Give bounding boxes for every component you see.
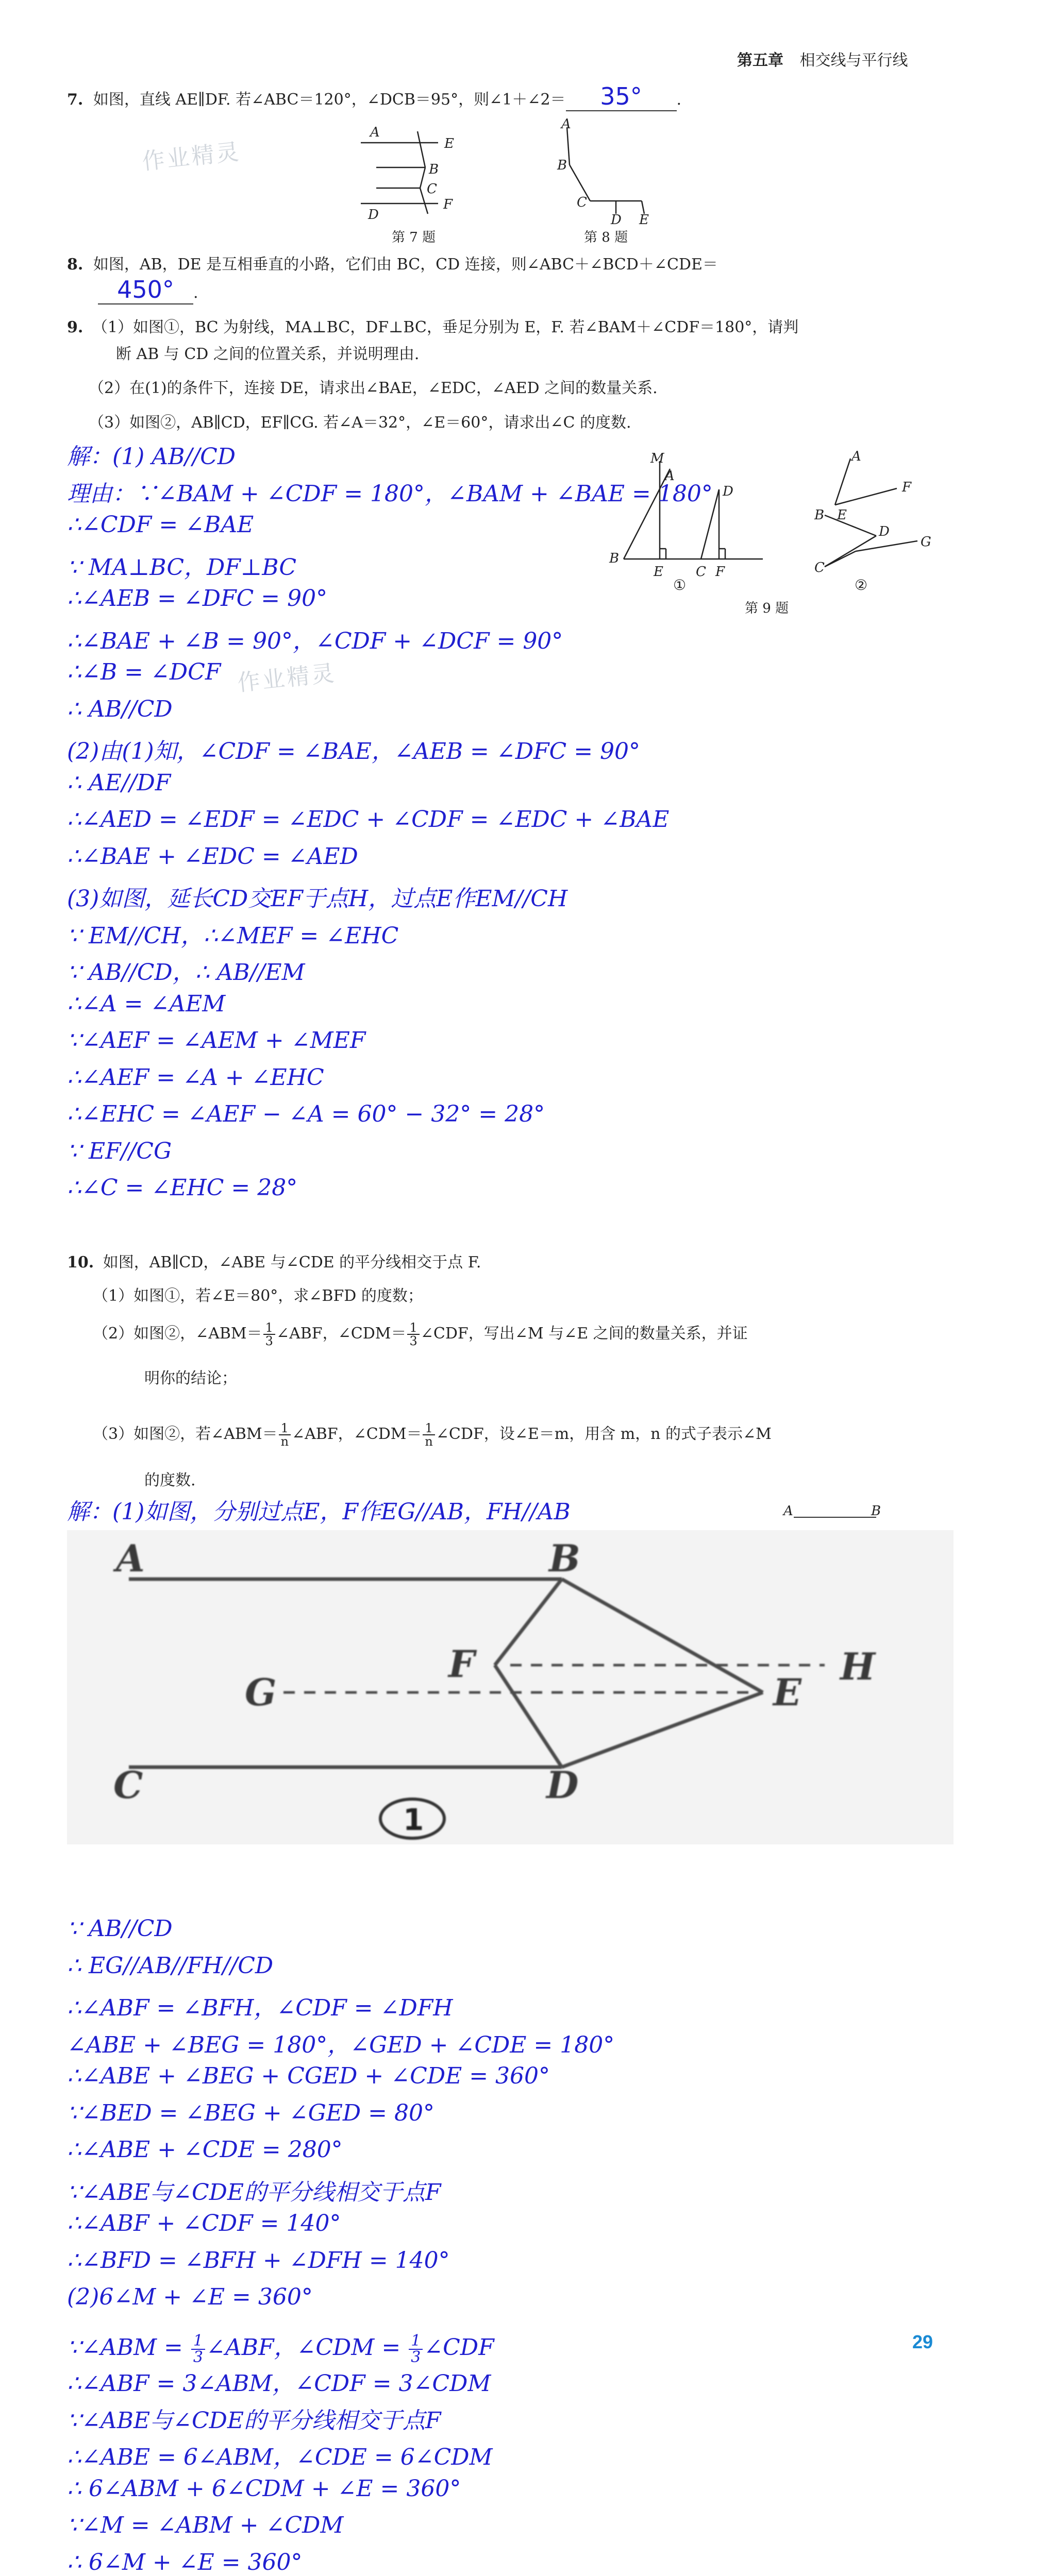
figure-10-photo (67, 1530, 954, 1844)
fig9-label-f: F (715, 564, 725, 580)
fig7-caption: 第 7 题 (392, 230, 436, 245)
solution-9-line: ∵ EF//CG (67, 1138, 172, 1164)
question-number: 7. (67, 91, 83, 109)
solution-9-line: ∴∠CDF = ∠BAE (67, 512, 254, 538)
solution-9-line: ∴∠BAE + ∠EDC = ∠AED (67, 843, 358, 870)
fig10-label-b: B (549, 1536, 580, 1580)
question-10-part2-line2: 明你的结论； (144, 1369, 237, 1387)
fig9-2-label-d: D (879, 524, 890, 539)
fig7-label-d: D (368, 207, 379, 223)
solution-10-line: ∵∠BED = ∠BEG + ∠GED = 80° (67, 2099, 434, 2126)
fig8-caption: 第 8 题 (584, 230, 628, 245)
solution-9-line: 理由：∵∠BAM + ∠CDF = 180°，∠BAM + ∠BAE = 180° (67, 480, 713, 507)
solution-10b-line: ∴∠ABE = 6∠ABM，∠CDE = 6∠CDM (67, 2444, 493, 2470)
solution-9-line: ∴ AE//DF (67, 769, 171, 796)
solution-9-line: ∴ AB//CD (67, 696, 173, 722)
small-label-b: B (871, 1503, 881, 1519)
solution-10-head: 解：(1)如图，分别过点E，F作EG//AB，FH//AB (67, 1499, 571, 1525)
question-text: 如图，AB，DE 是互相垂直的小路，它们由 BC，CD 连接，则∠ABC＋∠BCD＋∠CDE＝ (93, 256, 718, 274)
solution-9-line: ∵ AB//CD，∴ AB//EM (67, 959, 305, 986)
solution-9-line: ∴∠BAE + ∠B = 90°，∠CDF + ∠DCF = 90° (67, 628, 563, 654)
solution-9-line: ∴∠AEF = ∠A + ∠EHC (67, 1064, 324, 1091)
fig8-label-a: A (561, 116, 571, 132)
solution-10-line: ∵ AB//CD (67, 1916, 173, 1942)
fig9-label-a: A (665, 468, 675, 484)
figure-8 (554, 116, 673, 227)
solution-10-line: ∴∠BFD = ∠BFH + ∠DFH = 140° (67, 2247, 450, 2274)
solution-10b-line: ∵∠ABE与∠CDE的平分线相交于点F (67, 2407, 441, 2434)
fig9-label-c: C (696, 564, 706, 580)
fig7-label-c: C (427, 181, 437, 197)
figure-9 (608, 448, 959, 618)
fig10-label-d: D (546, 1763, 579, 1807)
question-9-part1a: 9. （1）如图①，BC 为射线，MA⊥BC，DF⊥BC，垂足分别为 E，F. 若∠BAM＋∠CDF＝180°，请判 (67, 318, 799, 336)
solution-9-line: (2)由(1)知，∠CDF = ∠BAE，∠AEB = ∠DFC = 90° (67, 738, 641, 765)
page-number: 29 (912, 2331, 933, 2352)
solution-9-line: ∵ MA⊥BC，DF⊥BC (67, 554, 297, 581)
fig8-label-b: B (557, 158, 567, 173)
question-text: 如图，直线 AE∥DF. 若∠ABC＝120°，∠DCB＝95°，则∠1＋∠2＝ (93, 91, 566, 109)
solution-10-line: ∴∠ABF + ∠CDF = 140° (67, 2210, 341, 2236)
question-10: 10. 如图，AB∥CD，∠ABE 与∠CDE 的平分线相交于点 F. (67, 1253, 481, 1272)
solution-9-line: ∴∠B = ∠DCF (67, 659, 221, 685)
solution-9-line: ∴∠EHC = ∠AEF − ∠A = 60° − 32° = 28° (67, 1101, 545, 1127)
solution-10b-line: ∴∠ABF = 3∠ABM，∠CDF = 3∠CDM (67, 2370, 491, 2397)
fig9-label-m: M (650, 451, 664, 466)
fig10-label-f: F (448, 1642, 475, 1686)
solution-10b-line: ∵∠M = ∠ABM + ∠CDM (67, 2512, 344, 2538)
solution-10-line: ∵∠ABE与∠CDE的平分线相交于点F (67, 2179, 441, 2206)
solution-9-line: ∴∠AED = ∠EDF = ∠EDC + ∠CDF = ∠EDC + ∠BAE (67, 806, 670, 833)
figure-7 (361, 116, 479, 227)
solution-10-line: ∠ABE + ∠BEG = 180°，∠GED + ∠CDE = 180° (67, 2031, 615, 2058)
fig9-caption: 第 9 题 (745, 601, 789, 616)
solution-10-fraction-line: ∵∠ABM = $\frac{1}{3}$ ∠ABF，∠CDM = $\frac{1}{3}$ ∠CDF (67, 2331, 494, 2366)
solution-10-line: ∴∠ABE + ∠BEG + CGED + ∠CDE = 360° (67, 2063, 550, 2089)
watermark-2: 作业精灵 (236, 660, 338, 697)
small-label-a: A (783, 1503, 793, 1519)
fig7-label-a: A (370, 125, 380, 140)
question-10-part3: （3）如图②，若∠ABM＝ $\frac{1}{n}$ ∠ABF，∠CDM＝ $\frac{1}{n}$ ∠CDF，设∠E＝m，用含 m，n 的式子表示∠M (93, 1421, 772, 1449)
fig7-label-f: F (443, 197, 453, 212)
fig10-label-h: H (840, 1645, 876, 1688)
solution-9-line: ∴∠C = ∠EHC = 28° (67, 1175, 298, 1201)
fig9-2-label-f: F (902, 480, 912, 495)
section-label: 相交线与平行线 (799, 52, 908, 70)
fig8-label-d: D (611, 212, 622, 227)
fig10-label-g: G (245, 1670, 277, 1714)
question-10-part3-line2: 的度数. (144, 1471, 196, 1489)
fig9-2-label-g: G (921, 534, 931, 550)
answer: 35° (600, 82, 642, 110)
figure-10-small (778, 1497, 897, 1528)
fig9-label-e: E (654, 564, 663, 580)
fig9-2-label-c: C (814, 560, 825, 575)
question-9-part2: （2）在(1)的条件下，连接 DE，请求出∠BAE，∠EDC，∠AED 之间的数量关系. (89, 379, 658, 397)
fig9-label-b: B (609, 551, 620, 566)
solution-9-line: ∵ EM//CH，∴∠MEF = ∠EHC (67, 922, 399, 949)
fig10-circle-label: 1 (403, 1802, 424, 1837)
solution-10-line: (2)6∠M + ∠E = 360° (67, 2284, 313, 2310)
fig7-label-e: E (444, 136, 454, 151)
solution-10-line: ∴ EG//AB//FH//CD (67, 1952, 274, 1979)
fig10-label-e: E (773, 1670, 801, 1714)
fig10-label-c: C (113, 1763, 143, 1807)
chapter-label: 第五章 (737, 52, 783, 70)
fig9-2-label-e: E (837, 507, 847, 523)
fig8-label-c: C (577, 195, 587, 210)
fig9-label-circle2: ② (855, 577, 868, 594)
question-9-part1b: 断 AB 与 CD 之间的位置关系，并说明理由. (116, 345, 420, 363)
fig8-label-e: E (639, 212, 649, 227)
fig9-2-label-a: A (851, 449, 861, 464)
solution-10b-line: ∴ 6∠ABM + 6∠CDM + ∠E = 360° (67, 2475, 461, 2502)
fig9-2-label-b: B (814, 507, 825, 523)
solution-9-line: 解：(1) AB//CD (67, 444, 236, 470)
solution-10b-line: ∴ 6∠M + ∠E = 360° (67, 2549, 303, 2575)
solution-9-line: ∴∠A = ∠AEM (67, 990, 226, 1017)
question-7: 7. 如图，直线 AE∥DF. 若∠ABC＝120°，∠DCB＝95°，则∠1＋∠2＝ 35° . (67, 82, 682, 110)
solution-9-line: ∵∠AEF = ∠AEM + ∠MEF (67, 1027, 366, 1054)
watermark-1: 作业精灵 (141, 139, 242, 175)
question-9-part3: （3）如图②，AB∥CD，EF∥CG. 若∠A＝32°，∠E＝60°，请求出∠C 的度数. (89, 414, 631, 432)
answer: 450° (117, 276, 174, 303)
fig7-label-b: B (429, 162, 439, 177)
solution-10-line: ∴∠ABF = ∠BFH，∠CDF = ∠DFH (67, 1995, 453, 2021)
fig10-label-a: A (116, 1536, 145, 1580)
solution-9-line: (3)如图，延长CD交EF于点H，过点E作EM//CH (67, 886, 568, 912)
fig9-label-d: D (723, 484, 733, 499)
question-10-part1: （1）如图①，若∠E＝80°，求∠BFD 的度数； (93, 1287, 423, 1305)
question-10-part2: （2）如图②，∠ABM＝ $\frac{1}{3}$ ∠ABF，∠CDM＝ $\frac{1}{3}$ ∠CDF，写出∠M 与∠E 之间的数量关系，并证 (93, 1320, 748, 1348)
solution-9-line: ∴∠AEB = ∠DFC = 90° (67, 585, 328, 612)
question-8: 8. 如图，AB，DE 是互相垂直的小路，它们由 BC，CD 连接，则∠ABC＋∠BCD＋∠CDE＝ (67, 256, 718, 274)
solution-10-line: ∴∠ABE + ∠CDE = 280° (67, 2137, 343, 2163)
fig9-label-circle1: ① (673, 577, 687, 594)
